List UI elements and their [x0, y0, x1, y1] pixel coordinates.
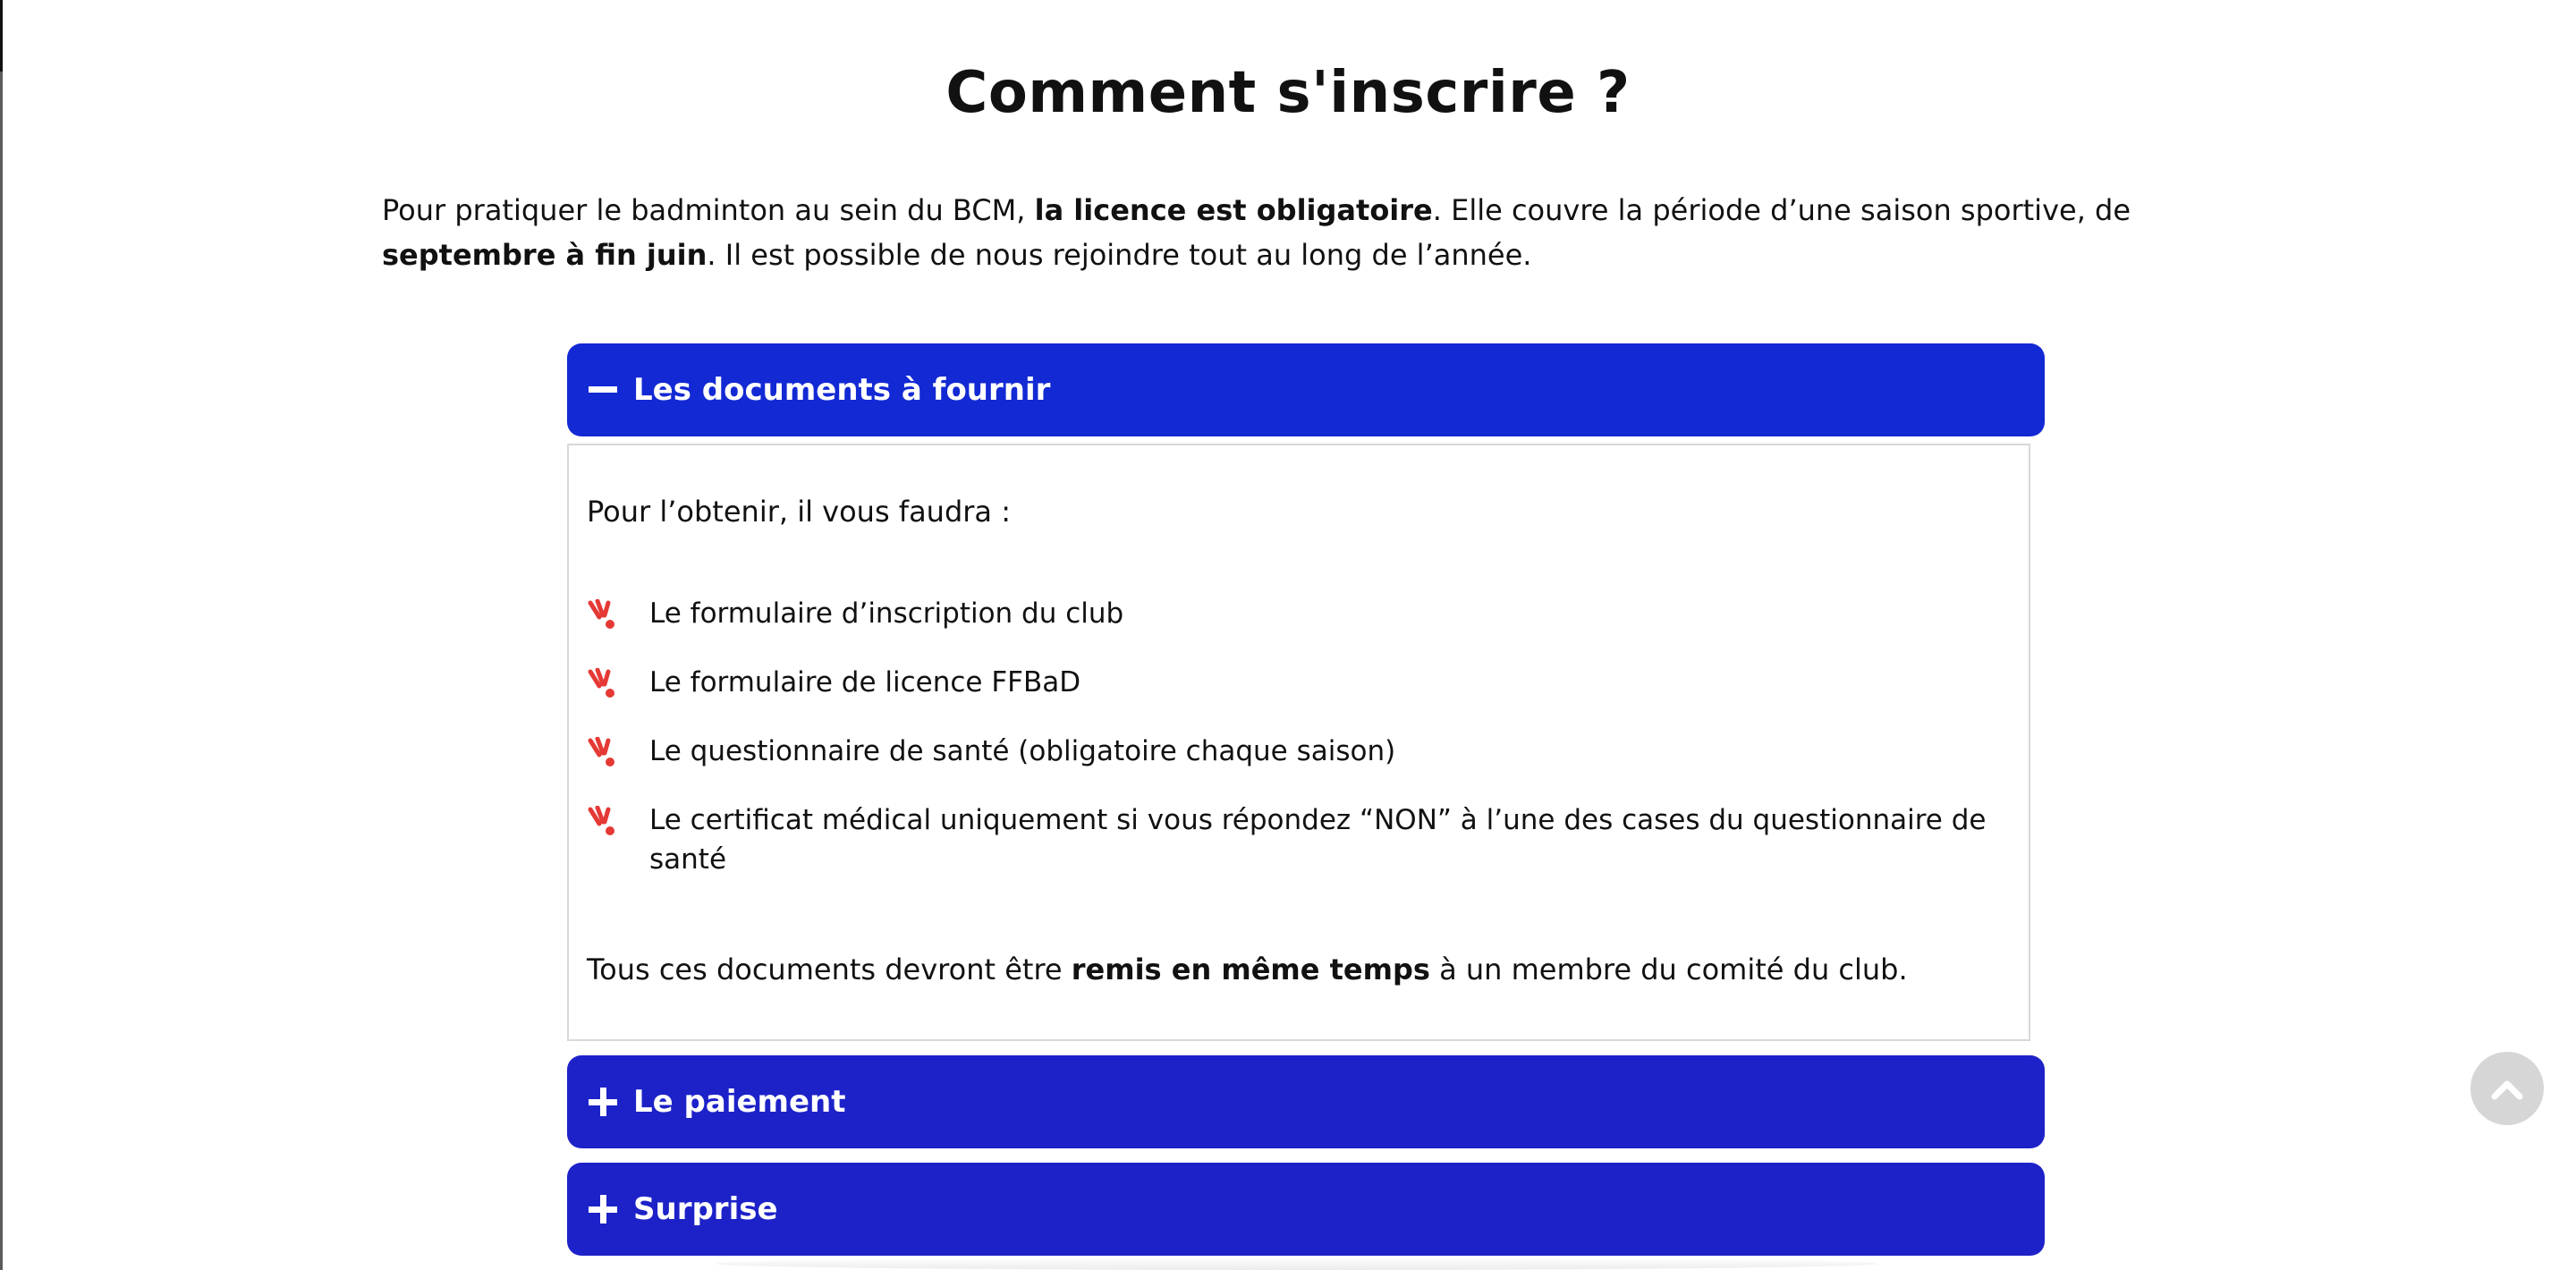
section-shadow — [716, 1257, 1878, 1270]
accordion-payment — [567, 1055, 2045, 1148]
page-title: Comment s'inscrire ? — [945, 60, 1631, 126]
accordion-panel-documents — [567, 444, 2030, 1041]
accordion-title-documents: Les documents à fournir — [633, 372, 1051, 408]
footer-text-2: à un membre du comité du club. — [1429, 952, 1908, 986]
panel-intro: Pour l’obtenir, il vous faudra : — [587, 495, 1011, 529]
document-item-label: Le questionnaire de santé (obligatoire chaque saison) — [649, 735, 1396, 767]
accordion-header-documents[interactable] — [567, 343, 2045, 436]
list-item — [587, 732, 2000, 771]
shuttlecock-icon — [587, 668, 621, 700]
accordion-title-surprise: Surprise — [633, 1191, 778, 1227]
plus-icon — [589, 1195, 617, 1223]
list-item — [587, 663, 2000, 702]
document-item-label: Le formulaire d’inscription du club — [649, 597, 1124, 630]
chevron-up-icon — [2491, 1077, 2523, 1100]
shuttlecock-icon — [587, 806, 621, 838]
list-item — [587, 800, 2000, 879]
footer-bold: remis en même temps — [1071, 952, 1430, 986]
intro-bold-1: la licence est obligatoire — [1034, 193, 1433, 227]
footer-text-1: Tous ces documents devront être — [587, 952, 1072, 986]
list-item — [587, 594, 2000, 633]
window-left-border — [0, 0, 3, 1270]
accordion-surprise — [567, 1163, 2045, 1256]
accordion-documents — [567, 343, 2045, 436]
scroll-to-top-button[interactable] — [2470, 1052, 2544, 1125]
panel-footer — [587, 950, 1908, 989]
intro-text-1: Pour pratiquer le badminton au sein du BCM, — [382, 193, 1035, 227]
accordion-title-payment: Le paiement — [633, 1084, 846, 1120]
document-list — [587, 594, 2000, 909]
intro-paragraph — [382, 188, 2216, 277]
accordion-header-payment[interactable] — [567, 1055, 2045, 1148]
plus-icon — [589, 1088, 617, 1116]
document-item-label: Le certificat médical uniquement si vous répondez “NON” à l’une des cases du questionnaire de santé — [649, 804, 1987, 876]
shuttlecock-icon — [587, 599, 621, 631]
shuttlecock-icon — [587, 737, 621, 769]
intro-bold-2: septembre à fin juin — [382, 238, 708, 272]
minus-icon — [589, 376, 617, 404]
intro-text-2: . Elle couvre la période d’une saison sportive, de — [1432, 193, 2131, 227]
intro-text-3: . Il est possible de nous rejoindre tout au long de l’année. — [707, 238, 1532, 272]
document-item-label: Le formulaire de licence FFBaD — [649, 666, 1081, 698]
accordion-header-surprise[interactable] — [567, 1163, 2045, 1256]
